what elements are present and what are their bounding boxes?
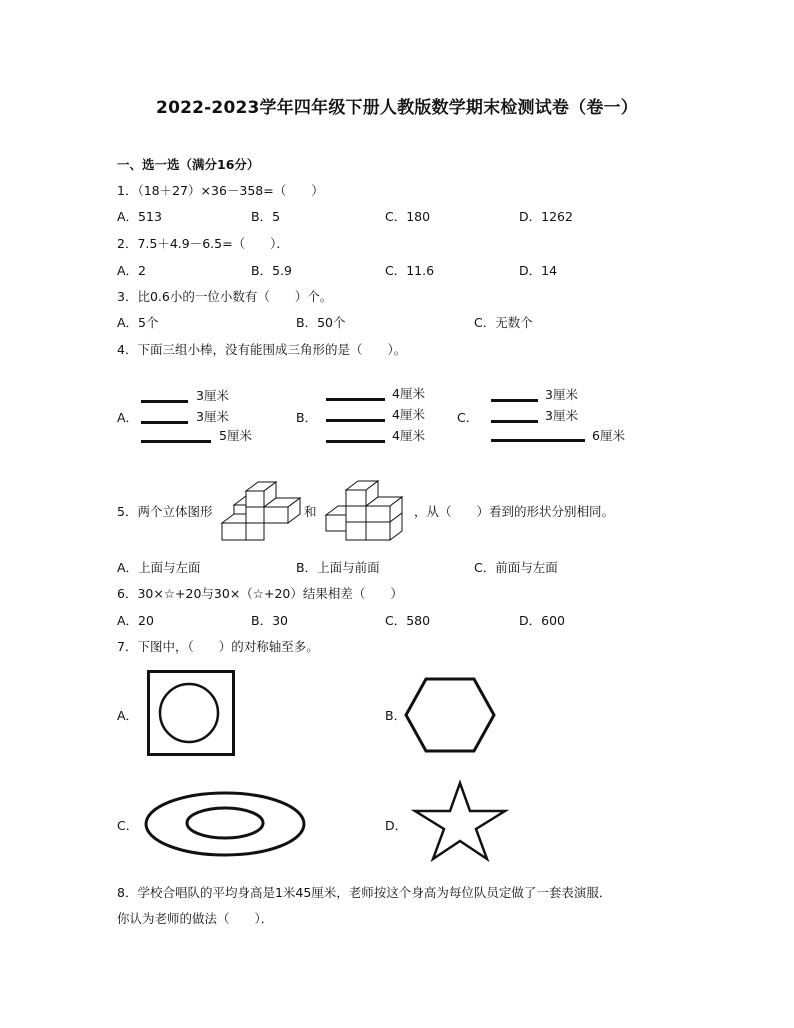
q2-option-c[interactable]: C．11.6 xyxy=(385,263,435,278)
stick xyxy=(141,421,188,424)
q7-option-a[interactable]: A． xyxy=(117,708,139,723)
question-8-line-1: 8．学校合唱队的平均身高是1米45厘米，老师按这个身高为每位队员定做了一套表演服． xyxy=(117,885,612,900)
stick-length-label: 4厘米 xyxy=(392,386,425,401)
stick-length-label: 4厘米 xyxy=(392,407,425,422)
stick-length-label: 4厘米 xyxy=(392,428,425,443)
stick xyxy=(491,399,538,402)
q7-option-b[interactable]: B． xyxy=(385,708,407,723)
q6-option-a[interactable]: A．20 xyxy=(117,613,154,628)
q7-option-d[interactable]: D． xyxy=(385,818,408,833)
stick-length-label: 3厘米 xyxy=(196,409,229,424)
question-5-middle: 和 xyxy=(304,504,317,519)
q3-option-a[interactable]: A．5个 xyxy=(117,315,159,330)
q4-option-a[interactable]: A． xyxy=(117,410,139,425)
cube-figure-2-icon xyxy=(322,480,412,542)
stick xyxy=(326,419,385,422)
question-6: 6．30×☆+20与30×（☆+20）结果相差（ ） xyxy=(117,586,403,601)
q2-option-d[interactable]: D．14 xyxy=(519,263,558,278)
question-8-line-2: 你认为老师的做法（ ）． xyxy=(117,911,274,926)
question-7: 7．下图中，（ ）的对称轴至多。 xyxy=(117,639,319,654)
q7-option-c[interactable]: C． xyxy=(117,818,139,833)
q5-option-a[interactable]: A．上面与左面 xyxy=(117,560,201,575)
q1-option-c[interactable]: C．180 xyxy=(385,209,431,224)
q5-option-c[interactable]: C．前面与左面 xyxy=(474,560,558,575)
stick-length-label: 5厘米 xyxy=(219,428,252,443)
q1-option-b[interactable]: B．5 xyxy=(251,209,281,224)
question-5-suffix: ，从（ ）看到的形状分别相同。 xyxy=(414,504,615,519)
section-heading: 一、选一选（满分16分） xyxy=(117,157,260,172)
question-2: 2．7.5＋4.9－6.5=（ ）． xyxy=(117,236,289,251)
question-3: 3．比0.6小的一位小数有（ ）个。 xyxy=(117,289,333,304)
stick xyxy=(141,400,188,403)
q6-option-c[interactable]: C．580 xyxy=(385,613,431,628)
q1-option-d[interactable]: D．1262 xyxy=(519,209,573,224)
question-4: 4．下面三组小棒，没有能围成三角形的是（ ）。 xyxy=(117,342,407,357)
cube-figure-1-icon xyxy=(218,480,302,542)
q2-option-a[interactable]: A．2 xyxy=(117,263,147,278)
ellipse-ring-icon xyxy=(144,791,306,857)
q6-option-d[interactable]: D．600 xyxy=(519,613,565,628)
stick xyxy=(326,398,385,401)
question-5-prefix: 5．两个立体图形 xyxy=(117,504,213,519)
q3-option-b[interactable]: B．50个 xyxy=(296,315,346,330)
stick xyxy=(491,439,585,442)
stick xyxy=(491,420,538,423)
q4-option-c[interactable]: C． xyxy=(457,410,479,425)
stick-length-label: 3厘米 xyxy=(545,408,578,423)
star-icon xyxy=(412,780,508,862)
stick xyxy=(141,440,211,443)
q6-option-b[interactable]: B．30 xyxy=(251,613,288,628)
stick-length-label: 3厘米 xyxy=(545,387,578,402)
question-1: 1．（18＋27）×36－358=（ ） xyxy=(117,183,324,198)
q3-option-c[interactable]: C．无数个 xyxy=(474,315,533,330)
page-title: 2022-2023学年四年级下册人教版数学期末检测试卷（卷一） xyxy=(156,98,638,118)
q4-option-b[interactable]: B． xyxy=(296,410,318,425)
hexagon-icon xyxy=(404,677,496,753)
stick-length-label: 6厘米 xyxy=(592,428,625,443)
circle-in-square-icon xyxy=(147,670,235,756)
stick-length-label: 3厘米 xyxy=(196,388,229,403)
stick xyxy=(326,440,385,443)
q5-option-b[interactable]: B．上面与前面 xyxy=(296,560,380,575)
q1-option-a[interactable]: A．513 xyxy=(117,209,162,224)
q2-option-b[interactable]: B．5.9 xyxy=(251,263,292,278)
